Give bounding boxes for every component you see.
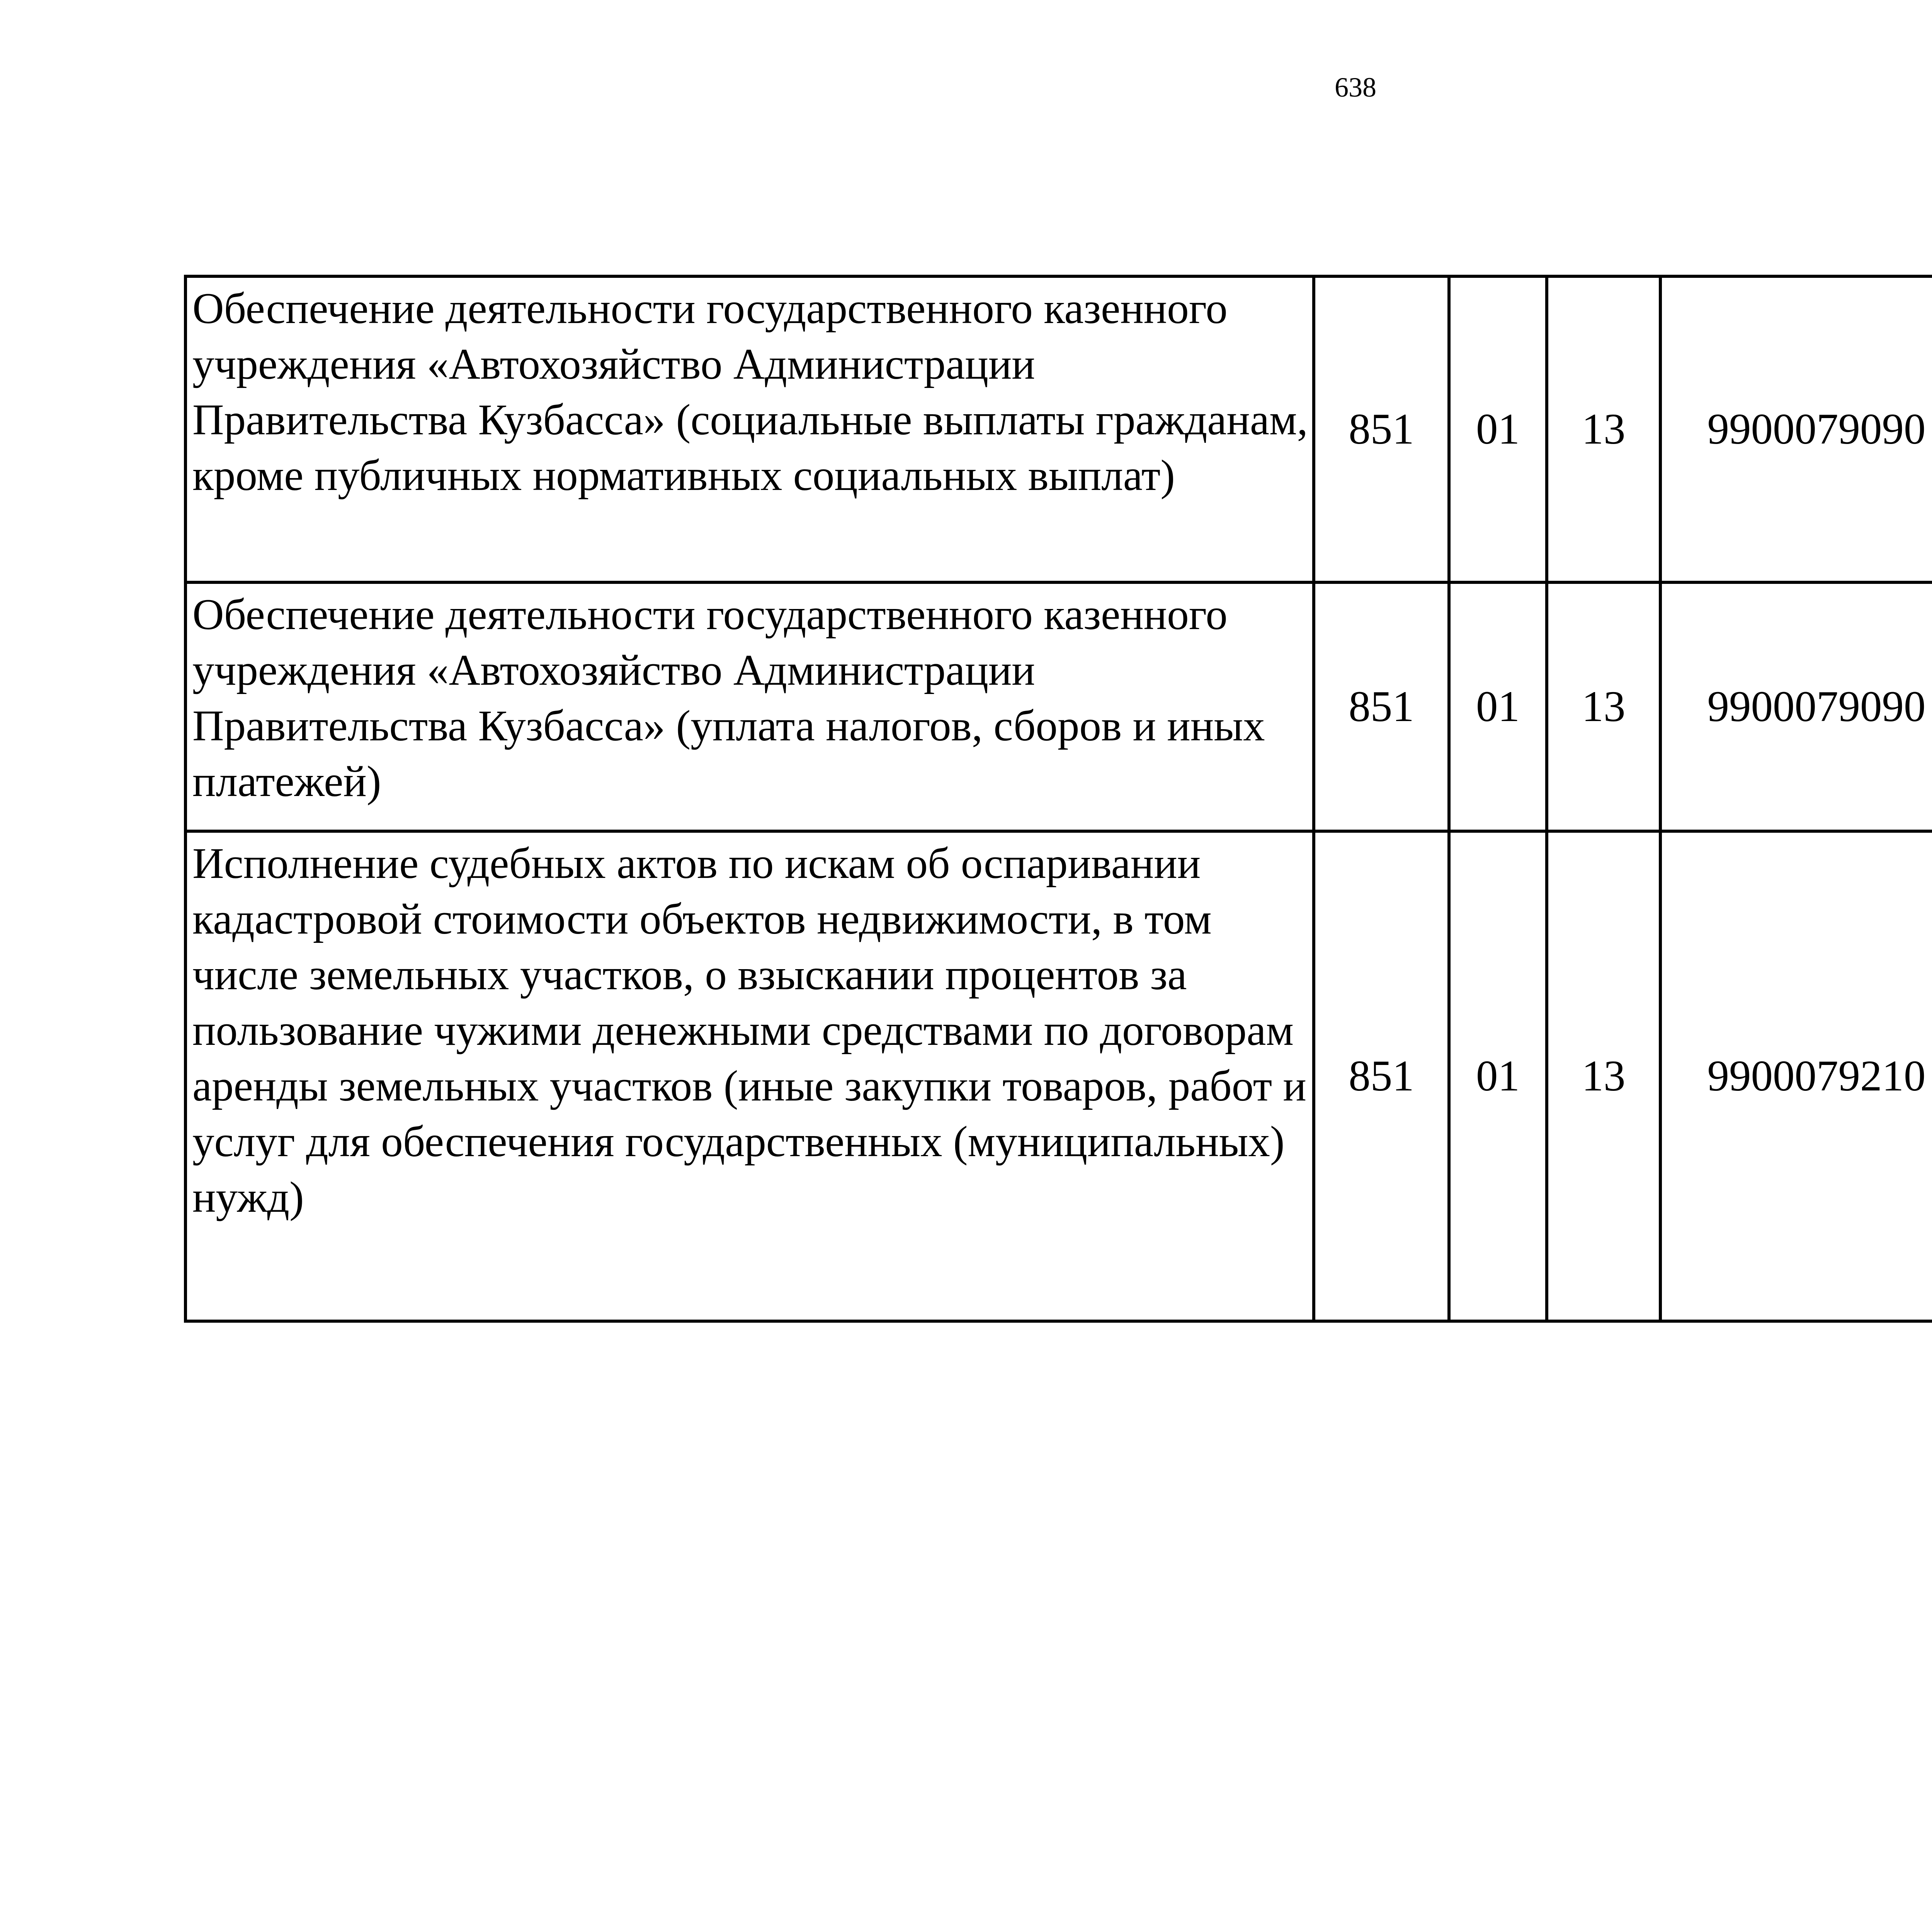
row-description: Исполнение судебных актов по искам об оспаривании кадастровой стоимости объектов недвижимости, в том числе земельных участков, о взыскании процентов за пользование чужими денежными средствами по договорам аренды земельных участков (иные закупки товаров, работ и услуг для обеспечения государственных (муниципальных) нужд) bbox=[185, 831, 1314, 1321]
table-row bbox=[185, 582, 1932, 831]
subsection-code: 13 bbox=[1547, 582, 1660, 831]
page-number: 638 bbox=[1335, 72, 1376, 103]
row-description: Обеспечение деятельности государственного казенного учреждения «Автохозяйство Администрации Правительства Кузбасса» (социальные выплаты гражданам, кроме публичных нормативных социальных выплат) bbox=[185, 276, 1314, 582]
ministry-code: 851 bbox=[1314, 831, 1449, 1321]
target-article-code: 9900079090 bbox=[1660, 276, 1932, 582]
target-article-code: 9900079210 bbox=[1660, 831, 1932, 1321]
section-code: 01 bbox=[1449, 831, 1547, 1321]
ministry-code: 851 bbox=[1314, 582, 1449, 831]
section-code: 01 bbox=[1449, 276, 1547, 582]
row-description: Обеспечение деятельности государственного казенного учреждения «Автохозяйство Администрации Правительства Кузбасса» (уплата налогов, сборов и иных платежей) bbox=[185, 582, 1314, 831]
table-row bbox=[185, 276, 1932, 582]
target-article-code: 9900079090 bbox=[1660, 582, 1932, 831]
budget-table bbox=[184, 275, 1932, 1323]
subsection-code: 13 bbox=[1547, 276, 1660, 582]
ministry-code: 851 bbox=[1314, 276, 1449, 582]
subsection-code: 13 bbox=[1547, 831, 1660, 1321]
table-row bbox=[185, 831, 1932, 1321]
section-code: 01 bbox=[1449, 582, 1547, 831]
